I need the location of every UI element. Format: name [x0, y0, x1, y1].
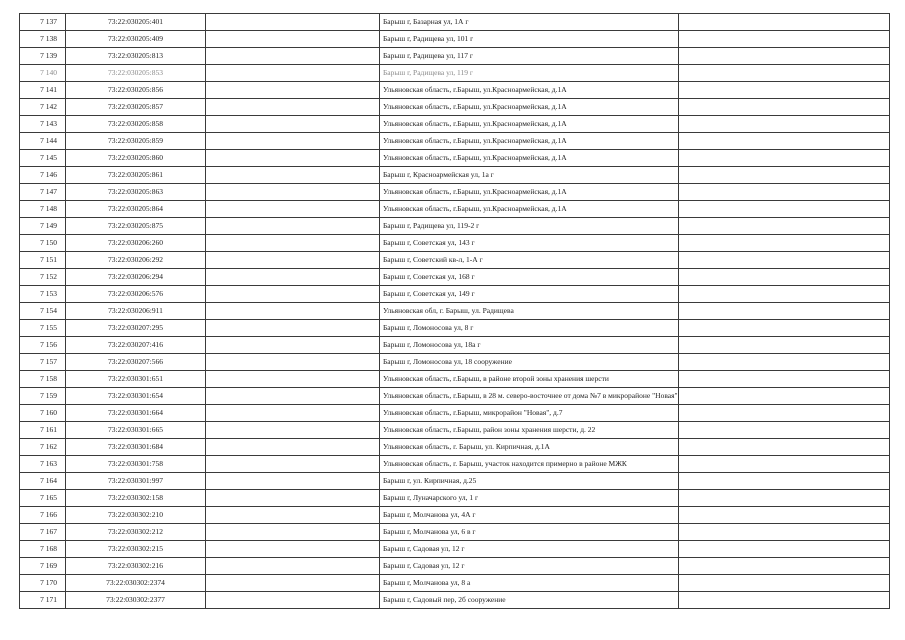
table-row — [20, 31, 890, 48]
cadastral-number-cell: 73:22:030205:864 — [66, 201, 206, 218]
row-number-cell: 7 161 — [20, 422, 66, 439]
address-cell: Ульяновская область, г.Барыш, микрорайон "Новая", д.7 — [380, 405, 679, 422]
cadastral-number-cell: 73:22:030302:210 — [66, 507, 206, 524]
row-number-cell: 7 164 — [20, 473, 66, 490]
address-cell: Ульяновская область, г. Барыш, участок находится примерно в районе МЖК — [380, 456, 679, 473]
row-number-cell: 7 140 — [20, 65, 66, 82]
empty-cell — [206, 150, 380, 167]
cadastral-number-cell: 73:22:030302:216 — [66, 558, 206, 575]
address-cell: Барыш г, Ломоносова ул, 8 г — [380, 320, 679, 337]
table-row — [20, 184, 890, 201]
empty-cell — [679, 320, 890, 337]
empty-cell — [679, 371, 890, 388]
cadastral-number-cell: 73:22:030302:2374 — [66, 575, 206, 592]
row-number-cell: 7 148 — [20, 201, 66, 218]
row-number-cell: 7 158 — [20, 371, 66, 388]
address-cell: Барыш г, Молчанова ул, 4А г — [380, 507, 679, 524]
address-cell: Ульяновская область, г.Барыш, ул.Красноармейская, д.1А — [380, 150, 679, 167]
empty-cell — [679, 473, 890, 490]
row-number-cell: 7 138 — [20, 31, 66, 48]
empty-cell — [206, 507, 380, 524]
empty-cell — [206, 218, 380, 235]
row-number-cell: 7 153 — [20, 286, 66, 303]
row-number-cell: 7 170 — [20, 575, 66, 592]
table-row — [20, 235, 890, 252]
cadastral-number-cell: 73:22:030301:665 — [66, 422, 206, 439]
empty-cell — [679, 490, 890, 507]
cadastral-number-cell: 73:22:030205:409 — [66, 31, 206, 48]
address-cell: Ульяновская область, г.Барыш, ул.Красноармейская, д.1А — [380, 116, 679, 133]
cadastral-number-cell: 73:22:030205:863 — [66, 184, 206, 201]
empty-cell — [206, 269, 380, 286]
empty-cell — [206, 592, 380, 609]
registry-table — [19, 13, 890, 609]
empty-cell — [206, 252, 380, 269]
cadastral-number-cell: 73:22:030205:853 — [66, 65, 206, 82]
empty-cell — [206, 405, 380, 422]
empty-cell — [679, 269, 890, 286]
table-row — [20, 456, 890, 473]
cadastral-number-cell: 73:22:030207:295 — [66, 320, 206, 337]
row-number-cell: 7 143 — [20, 116, 66, 133]
table-row — [20, 201, 890, 218]
address-cell: Ульяновская область, г.Барыш, ул.Красноармейская, д.1А — [380, 99, 679, 116]
row-number-cell: 7 139 — [20, 48, 66, 65]
table-row — [20, 558, 890, 575]
empty-cell — [679, 14, 890, 31]
cadastral-number-cell: 73:22:030206:576 — [66, 286, 206, 303]
table-row — [20, 405, 890, 422]
row-number-cell: 7 152 — [20, 269, 66, 286]
row-number-cell: 7 149 — [20, 218, 66, 235]
table-row — [20, 218, 890, 235]
table-row — [20, 490, 890, 507]
row-number-cell: 7 151 — [20, 252, 66, 269]
cadastral-number-cell: 73:22:030205:875 — [66, 218, 206, 235]
address-cell: Ульяновская область, г.Барыш, ул.Красноармейская, д.1А — [380, 133, 679, 150]
empty-cell — [206, 303, 380, 320]
row-number-cell: 7 167 — [20, 524, 66, 541]
empty-cell — [206, 82, 380, 99]
address-cell: Ульяновская область, г.Барыш, ул.Красноармейская, д.1А — [380, 184, 679, 201]
cadastral-number-cell: 73:22:030205:813 — [66, 48, 206, 65]
table-row — [20, 473, 890, 490]
row-number-cell: 7 155 — [20, 320, 66, 337]
address-cell: Барыш г, Садовый пер, 2б сооружение — [380, 592, 679, 609]
row-number-cell: 7 150 — [20, 235, 66, 252]
address-cell: Барыш г, Красноармейская ул, 1а г — [380, 167, 679, 184]
empty-cell — [679, 184, 890, 201]
address-cell: Барыш г, Советский кв-л, 1-А г — [380, 252, 679, 269]
empty-cell — [679, 558, 890, 575]
empty-cell — [679, 82, 890, 99]
row-number-cell: 7 162 — [20, 439, 66, 456]
table-row — [20, 65, 890, 82]
address-cell: Барыш г, Базарная ул, 1А г — [380, 14, 679, 31]
address-cell: Барыш г, Советская ул, 149 г — [380, 286, 679, 303]
address-cell: Ульяновская обл, г. Барыш, ул. Радищева — [380, 303, 679, 320]
empty-cell — [679, 422, 890, 439]
address-cell: Барыш г, Молчанова ул, 6 в г — [380, 524, 679, 541]
empty-cell — [679, 439, 890, 456]
empty-cell — [679, 337, 890, 354]
empty-cell — [206, 116, 380, 133]
address-cell: Барыш г, Советская ул, 143 г — [380, 235, 679, 252]
table-row — [20, 575, 890, 592]
row-number-cell: 7 156 — [20, 337, 66, 354]
table-row — [20, 592, 890, 609]
empty-cell — [679, 65, 890, 82]
table-row — [20, 133, 890, 150]
empty-cell — [679, 235, 890, 252]
table-row — [20, 439, 890, 456]
row-number-cell: 7 147 — [20, 184, 66, 201]
address-cell: Ульяновская область, г.Барыш, в районе второй зоны хранения шерсти — [380, 371, 679, 388]
address-cell: Барыш г, Радищева ул, 119 г — [380, 65, 679, 82]
table-row — [20, 82, 890, 99]
empty-cell — [679, 354, 890, 371]
empty-cell — [679, 303, 890, 320]
address-cell: Барыш г, Радищева ул, 117 г — [380, 48, 679, 65]
address-cell: Ульяновская область, г.Барыш, ул.Красноармейская, д.1А — [380, 201, 679, 218]
row-number-cell: 7 165 — [20, 490, 66, 507]
empty-cell — [206, 490, 380, 507]
cadastral-number-cell: 73:22:030205:861 — [66, 167, 206, 184]
empty-cell — [206, 524, 380, 541]
row-number-cell: 7 169 — [20, 558, 66, 575]
cadastral-number-cell: 73:22:030205:856 — [66, 82, 206, 99]
empty-cell — [206, 65, 380, 82]
table-row — [20, 99, 890, 116]
empty-cell — [206, 167, 380, 184]
address-cell: Барыш г, Ломоносова ул, 18 сооружение — [380, 354, 679, 371]
row-number-cell: 7 137 — [20, 14, 66, 31]
cadastral-number-cell: 73:22:030207:416 — [66, 337, 206, 354]
empty-cell — [679, 592, 890, 609]
table-row — [20, 269, 890, 286]
empty-cell — [679, 218, 890, 235]
cadastral-number-cell: 73:22:030301:654 — [66, 388, 206, 405]
row-number-cell: 7 163 — [20, 456, 66, 473]
row-number-cell: 7 171 — [20, 592, 66, 609]
address-cell: Барыш г, Садовая ул, 12 г — [380, 541, 679, 558]
table-row — [20, 524, 890, 541]
empty-cell — [206, 320, 380, 337]
table-row — [20, 303, 890, 320]
empty-cell — [206, 31, 380, 48]
cadastral-number-cell: 73:22:030302:212 — [66, 524, 206, 541]
address-cell: Барыш г, Садовая ул, 12 г — [380, 558, 679, 575]
empty-cell — [679, 31, 890, 48]
cadastral-number-cell: 73:22:030205:859 — [66, 133, 206, 150]
table-row — [20, 167, 890, 184]
empty-cell — [679, 575, 890, 592]
cadastral-number-cell: 73:22:030302:215 — [66, 541, 206, 558]
cadastral-number-cell: 73:22:030301:651 — [66, 371, 206, 388]
row-number-cell: 7 154 — [20, 303, 66, 320]
empty-cell — [206, 575, 380, 592]
cadastral-number-cell: 73:22:030302:158 — [66, 490, 206, 507]
empty-cell — [679, 99, 890, 116]
table-row — [20, 388, 890, 405]
table-row — [20, 116, 890, 133]
address-cell: Барыш г, Ломоносова ул, 18а г — [380, 337, 679, 354]
address-cell: Барыш г, Советская ул, 168 г — [380, 269, 679, 286]
table-row — [20, 14, 890, 31]
cadastral-number-cell: 73:22:030301:758 — [66, 456, 206, 473]
address-cell: Барыш г, Луначарского ул, 1 г — [380, 490, 679, 507]
table-row — [20, 422, 890, 439]
cadastral-number-cell: 73:22:030206:292 — [66, 252, 206, 269]
empty-cell — [679, 456, 890, 473]
empty-cell — [206, 201, 380, 218]
empty-cell — [206, 558, 380, 575]
address-cell: Барыш г, Радищева ул, 119-2 г — [380, 218, 679, 235]
row-number-cell: 7 166 — [20, 507, 66, 524]
empty-cell — [206, 388, 380, 405]
empty-cell — [679, 524, 890, 541]
empty-cell — [206, 235, 380, 252]
cadastral-number-cell: 73:22:030301:997 — [66, 473, 206, 490]
cadastral-number-cell: 73:22:030205:401 — [66, 14, 206, 31]
table-row — [20, 354, 890, 371]
empty-cell — [206, 371, 380, 388]
address-cell: Барыш г, Радищева ул, 101 г — [380, 31, 679, 48]
table-row — [20, 286, 890, 303]
cadastral-number-cell: 73:22:030301:664 — [66, 405, 206, 422]
empty-cell — [679, 541, 890, 558]
row-number-cell: 7 160 — [20, 405, 66, 422]
table-row — [20, 150, 890, 167]
empty-cell — [206, 422, 380, 439]
address-cell: Ульяновская область, г.Барыш, ул.Красноармейская, д.1А — [380, 82, 679, 99]
row-number-cell: 7 159 — [20, 388, 66, 405]
empty-cell — [206, 439, 380, 456]
empty-cell — [206, 473, 380, 490]
empty-cell — [679, 167, 890, 184]
table-row — [20, 337, 890, 354]
empty-cell — [679, 48, 890, 65]
registry-sheet — [19, 13, 889, 609]
empty-cell — [206, 99, 380, 116]
empty-cell — [679, 116, 890, 133]
address-cell: Барыш г, ул. Кирпичная, д.25 — [380, 473, 679, 490]
empty-cell — [206, 48, 380, 65]
cadastral-number-cell: 73:22:030205:858 — [66, 116, 206, 133]
empty-cell — [679, 133, 890, 150]
empty-cell — [679, 286, 890, 303]
address-cell: Ульяновская область, г.Барыш, в 28 м. северо-восточнее от дома №7 в микрорайоне "Новая" — [380, 388, 679, 405]
empty-cell — [206, 541, 380, 558]
empty-cell — [679, 405, 890, 422]
row-number-cell: 7 144 — [20, 133, 66, 150]
row-number-cell: 7 157 — [20, 354, 66, 371]
empty-cell — [206, 286, 380, 303]
cadastral-number-cell: 73:22:030206:294 — [66, 269, 206, 286]
empty-cell — [206, 184, 380, 201]
cadastral-number-cell: 73:22:030302:2377 — [66, 592, 206, 609]
table-row — [20, 541, 890, 558]
empty-cell — [679, 201, 890, 218]
cadastral-number-cell: 73:22:030301:684 — [66, 439, 206, 456]
row-number-cell: 7 168 — [20, 541, 66, 558]
cadastral-number-cell: 73:22:030206:260 — [66, 235, 206, 252]
table-row — [20, 48, 890, 65]
empty-cell — [679, 388, 890, 405]
address-cell: Ульяновская область, г.Барыш, район зоны хранения шерсти, д. 22 — [380, 422, 679, 439]
row-number-cell: 7 146 — [20, 167, 66, 184]
empty-cell — [206, 337, 380, 354]
row-number-cell: 7 142 — [20, 99, 66, 116]
table-row — [20, 371, 890, 388]
empty-cell — [206, 354, 380, 371]
registry-table-body — [20, 14, 890, 609]
cadastral-number-cell: 73:22:030205:860 — [66, 150, 206, 167]
empty-cell — [679, 252, 890, 269]
cadastral-number-cell: 73:22:030206:911 — [66, 303, 206, 320]
cadastral-number-cell: 73:22:030205:857 — [66, 99, 206, 116]
cadastral-number-cell: 73:22:030207:566 — [66, 354, 206, 371]
address-cell: Барыш г, Молчанова ул, 8 а — [380, 575, 679, 592]
address-cell: Ульяновская область, г. Барыш, ул. Кирпичная, д.1А — [380, 439, 679, 456]
empty-cell — [679, 507, 890, 524]
empty-cell — [206, 14, 380, 31]
table-row — [20, 252, 890, 269]
row-number-cell: 7 145 — [20, 150, 66, 167]
empty-cell — [679, 150, 890, 167]
table-row — [20, 320, 890, 337]
row-number-cell: 7 141 — [20, 82, 66, 99]
empty-cell — [206, 456, 380, 473]
table-row — [20, 507, 890, 524]
empty-cell — [206, 133, 380, 150]
